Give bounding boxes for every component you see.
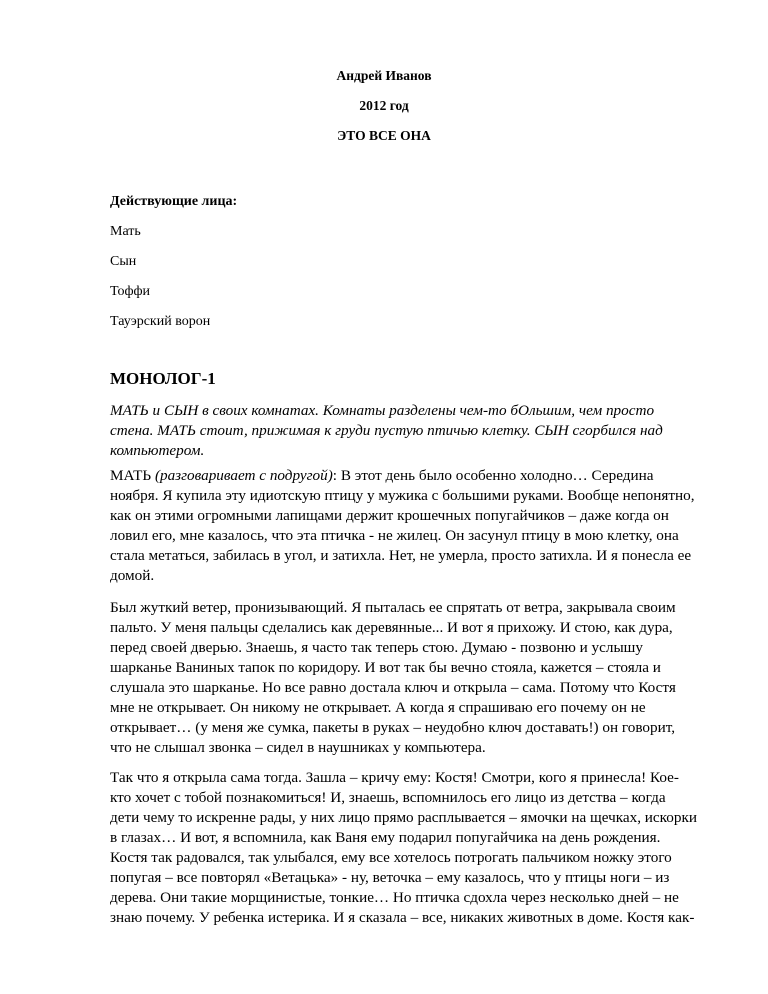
paragraph-line: открывает… (у меня же сумка, пакеты в руках – неудобно ключ доставать!) он говорит,: [110, 719, 676, 736]
paragraph-line: ноября. Я купила эту идиотскую птицу у мужика с большими руками. Вообще непонятно,: [110, 487, 695, 504]
paragraph-line: шарканье Ваниных тапок по коридору. И вот так бы вечно стояла, кажется – стояла и: [110, 659, 661, 676]
paragraph-line: ловил его, мне казалось, что эта птичка - не жилец. Он засунул птицу в мою клетку, она: [110, 527, 679, 544]
stage-direction-line: МАТЬ и СЫН в своих комнатах. Комнаты разделены чем-то бОльшим, чем просто: [110, 402, 655, 419]
paragraph-line: попугая – все повторял «Ветацька» - ну, веточка – ему казалось, что у птицы ноги – из: [110, 869, 670, 886]
paragraph-line: кто хочет с тобой познакомиться! И, знаешь, вспомнилось его лицо из детства – когда: [110, 789, 666, 806]
stage-direction-line: компьютером.: [110, 442, 205, 459]
stage-direction-line: стена. МАТЬ стоит, прижимая к груди пустую птичью клетку. СЫН сгорбился над: [110, 422, 663, 439]
author-name: Андрей Иванов: [336, 68, 432, 83]
paragraph-text: : В этот день было особенно холодно… Середина: [332, 467, 654, 484]
cast-item-mother: Мать: [110, 224, 141, 239]
paragraph-line: перед своей дверью. Знаешь, я часто так теперь стою. Думаю - позвоню и услышу: [110, 639, 643, 656]
play-title: ЭТО ВСЕ ОНА: [337, 128, 431, 143]
cast-item-toffi: Тоффи: [110, 284, 151, 299]
paragraph-line: знаю почему. У ребенка истерика. И я сказала – все, никаких животных в доме. Костя как-: [110, 909, 695, 926]
paragraph-line: Так что я открыла сама тогда. Зашла – кричу ему: Костя! Смотри, кого я принесла! Кое-: [110, 769, 679, 786]
paragraph-line: Был жуткий ветер, пронизывающий. Я пыталась ее спрятать от ветра, закрывала своим: [110, 599, 676, 616]
paragraph-line: пальто. У меня пальцы сделались как деревянные... И вот я прихожу. И стою, как дура,: [110, 619, 673, 636]
paragraph-2: [110, 598, 685, 758]
paragraph-1: [110, 466, 695, 586]
cast-item-son: Сын: [110, 254, 137, 269]
paragraph-line: дерева. Они такие морщинистые, тонкие… Но птичка сдохла через несколько дней – не: [110, 889, 679, 906]
paragraph-line: дети чему то искренне рады, у них лицо прямо расплывается – ямочки на щечках, искорки: [110, 809, 697, 826]
paragraph-3: [110, 768, 697, 928]
paragraph-line: мне не открывает. Он никому не открывает. А когда я спрашиваю его почему он не: [110, 699, 646, 716]
paragraph-line: что не слышал звонка – сидел в наушниках у компьютера.: [110, 739, 486, 756]
paragraph-line: стала метаться, забилась в угол, и затихла. Нет, не умерла, просто затихла. И я понесла ее: [110, 547, 692, 564]
monologue-heading: МОНОЛОГ-1: [110, 369, 216, 388]
cast-item-raven: Тауэрский ворон: [110, 314, 211, 329]
paragraph-line: [110, 466, 685, 486]
cast-heading: Действующие лица:: [110, 194, 238, 209]
paragraph-line: как он этими огромными лапищами держит крошечных попугайчиков – даже когда он: [110, 507, 669, 524]
paragraph-line: слушала это шарканье. Но все равно достала ключ и открыла – сама. Потому что Костя: [110, 679, 676, 696]
paragraph-line: в глазах… И вот, я вспомнила, как Ваня ему подарил попугайчика на день рождения.: [110, 829, 661, 846]
speaker-note: (разговаривает с подругой): [154, 467, 333, 484]
paragraph-line: Костя так радовался, так улыбался, ему все хотелось потрогать пальчиком ножку этого: [110, 849, 672, 866]
paragraph-line: домой.: [110, 567, 155, 584]
stage-direction: [110, 401, 685, 461]
speaker-name: МАТЬ: [110, 467, 155, 484]
year: 2012 год: [359, 98, 409, 113]
